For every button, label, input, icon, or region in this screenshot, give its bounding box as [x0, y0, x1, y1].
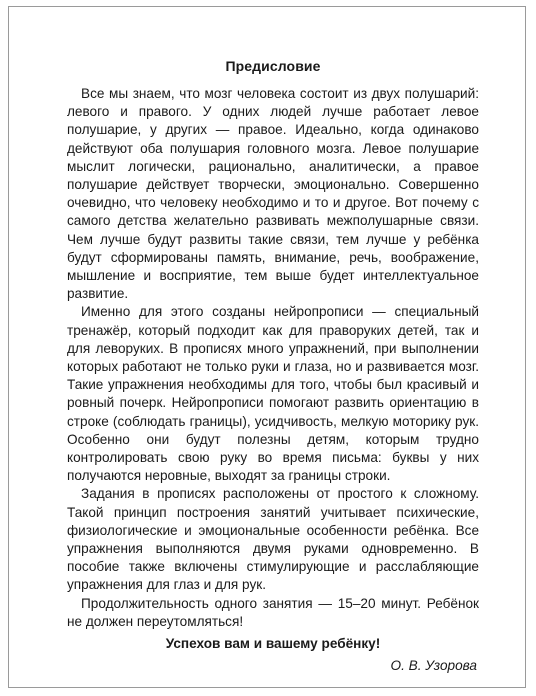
- closing-wish: Успехов вам и вашему ребёнку!: [165, 636, 381, 652]
- paragraph-1: Все мы знаем, что мозг человека состоит из двух полушарий: левого и правого. У одних людей лучше работает левое полушарие, у других — правое. Идеально, когда одинаково действуют оба полушария головного мозга. Левое полушарие мыслит логически, рационально, аналитически, а правое полушарие действует творчески, эмоционально. Совершенно очевидно, что человеку необходимо и то и другое. Вот почему с самого детства желательно развивать межполушарные связи. Чем лучше будут развиты такие связи, тем лучше у ребёнка будут сформированы память, внимание, речь, воображение, мышление и восприятие, тем выше будет интеллектуальное развитие.: [67, 86, 479, 302]
- paragraph-2: Именно для этого созданы нейропрописи — специальный тренажёр, который подходит как для праворуких детей, так и для леворуких. В прописях много упражнений, при выполнении которых работают не только руки и глаза, но и развивается мозг. Такие упражнения необходимы для того, чтобы был красивый и ровный почерк. Нейропрописи помогают развить ориентацию в строке (соблюдать границы), усидчивость, мелкую моторику рук. Особенно они будут полезны детям, которым трудно контролировать свою руку во время письма: буквы у них получаются неровные, выходят за границы строки.: [67, 304, 479, 484]
- paragraph-3: Задания в прописях расположены от простого к сложному. Такой принцип построения занятий учитывает психические, физиологические и эмоциональные особенности ребёнка. Все упражнения выполняются двумя руками одновременно. В пособие также включены стимулирующие и расслабляющие упражнения для глаз и для рук.: [67, 486, 479, 593]
- page-title: Предисловие: [225, 58, 321, 74]
- page-frame: [8, 6, 526, 688]
- document-content: [67, 57, 479, 675]
- author-signature: О. В. Узорова: [390, 658, 477, 674]
- paragraph-4: Продолжительность одного занятия — 15–20 минут. Ребёнок не должен переутомляться!: [67, 595, 479, 629]
